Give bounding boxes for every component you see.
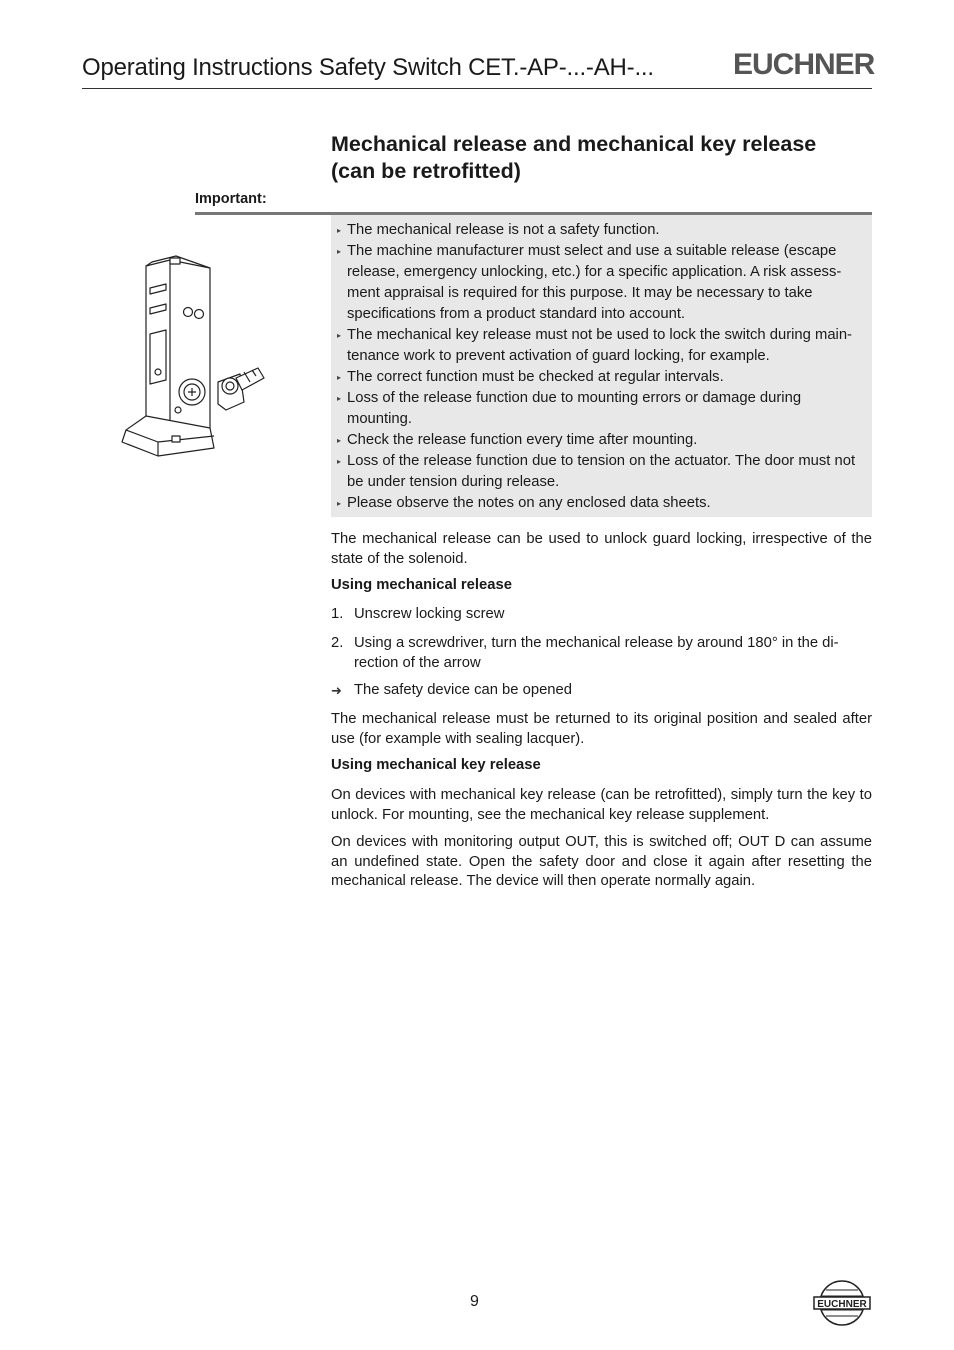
list-item: ▸ The correct function must be checked at regular intervals.: [337, 367, 866, 388]
bullet-arrow-icon: ▸: [337, 436, 342, 445]
list-item: ▸ The machine manufacturer must select and use a suitable release (escape release, emergency unlocking, etc.) for a specific application. A risk assess-ment appraisal is required for this purpose. It may be necessary to take specifications from a product standard into account.: [337, 243, 842, 322]
important-notes-list: [337, 220, 866, 514]
safety-switch-illustration: [118, 252, 270, 458]
list-item: ▸ Loss of the release function due to tension on the actuator. The door must not be under tension during release.: [337, 453, 856, 490]
monitoring-paragraph: On devices with monitoring output OUT, this is switched off; OUT D can assume an undefined state. Open the safety door and close it again after resetting the mechanical release. The device will then operate normally again.: [331, 834, 872, 889]
euchner-logo: EUCHNER: [733, 48, 875, 81]
step-result: [331, 681, 861, 701]
step-text: Unscrew locking screw: [354, 606, 505, 622]
list-item: ▸ The mechanical release is not a safety function.: [337, 220, 866, 241]
step-1: [331, 605, 861, 625]
result-text: The safety device can be opened: [354, 682, 572, 698]
list-item: ▸ The mechanical key release must not be used to lock the switch during main-tenance work to prevent activation of guard locking, for example.: [337, 327, 852, 364]
intro-paragraph: The mechanical release can be used to unlock guard locking, irrespective of the state of the solenoid.: [331, 531, 872, 567]
bullet-arrow-icon: ▸: [337, 226, 342, 235]
bullet-arrow-icon: ▸: [337, 457, 342, 466]
bullet-arrow-icon: ▸: [337, 394, 342, 403]
page-number: 9: [470, 1293, 479, 1310]
step-number: 1.: [331, 606, 344, 622]
bullet-arrow-icon: ▸: [337, 331, 342, 340]
after-use-paragraph: The mechanical release must be returned to its original position and sealed after use (for example with sealing lacquer).: [331, 711, 872, 747]
section-title-line1: Mechanical release and mechanical key release: [331, 132, 817, 156]
bullet-arrow-icon: ▸: [337, 499, 342, 508]
bullet-arrow-icon: ▸: [337, 373, 342, 382]
list-item: ▸ Loss of the release function due to mounting errors or damage during mounting.: [337, 390, 802, 427]
using-key-heading: Using mechanical key release: [331, 757, 541, 773]
document-title: Operating Instructions Safety Switch CET.-AP-...-AH-...: [82, 54, 654, 81]
footer-brand-text: EUCHNER: [817, 1299, 867, 1310]
result-arrow-icon: ➜: [331, 683, 342, 698]
important-notes-box: [331, 215, 872, 517]
section-title-line2: (can be retrofitted): [331, 159, 521, 183]
using-release-heading: Using mechanical release: [331, 577, 512, 593]
step-2: [331, 634, 861, 673]
step-number: 2.: [331, 635, 344, 651]
list-item: ▸ Check the release function every time after mounting.: [337, 430, 866, 451]
key-release-paragraph: On devices with mechanical key release (can be retrofitted), simply turn the key to unlock. For mounting, see the mechanical key release supplement.: [331, 787, 872, 823]
section-title: [331, 131, 871, 185]
bullet-arrow-icon: ▸: [337, 247, 342, 256]
step-text: Using a screwdriver, turn the mechanical release by around 180° in the di-rection of the arrow: [354, 635, 839, 671]
list-item: ▸ Please observe the notes on any enclosed data sheets.: [337, 493, 866, 514]
euchner-seal-logo: [812, 1278, 872, 1328]
header-divider: [82, 88, 872, 89]
important-label: Important:: [195, 191, 267, 207]
